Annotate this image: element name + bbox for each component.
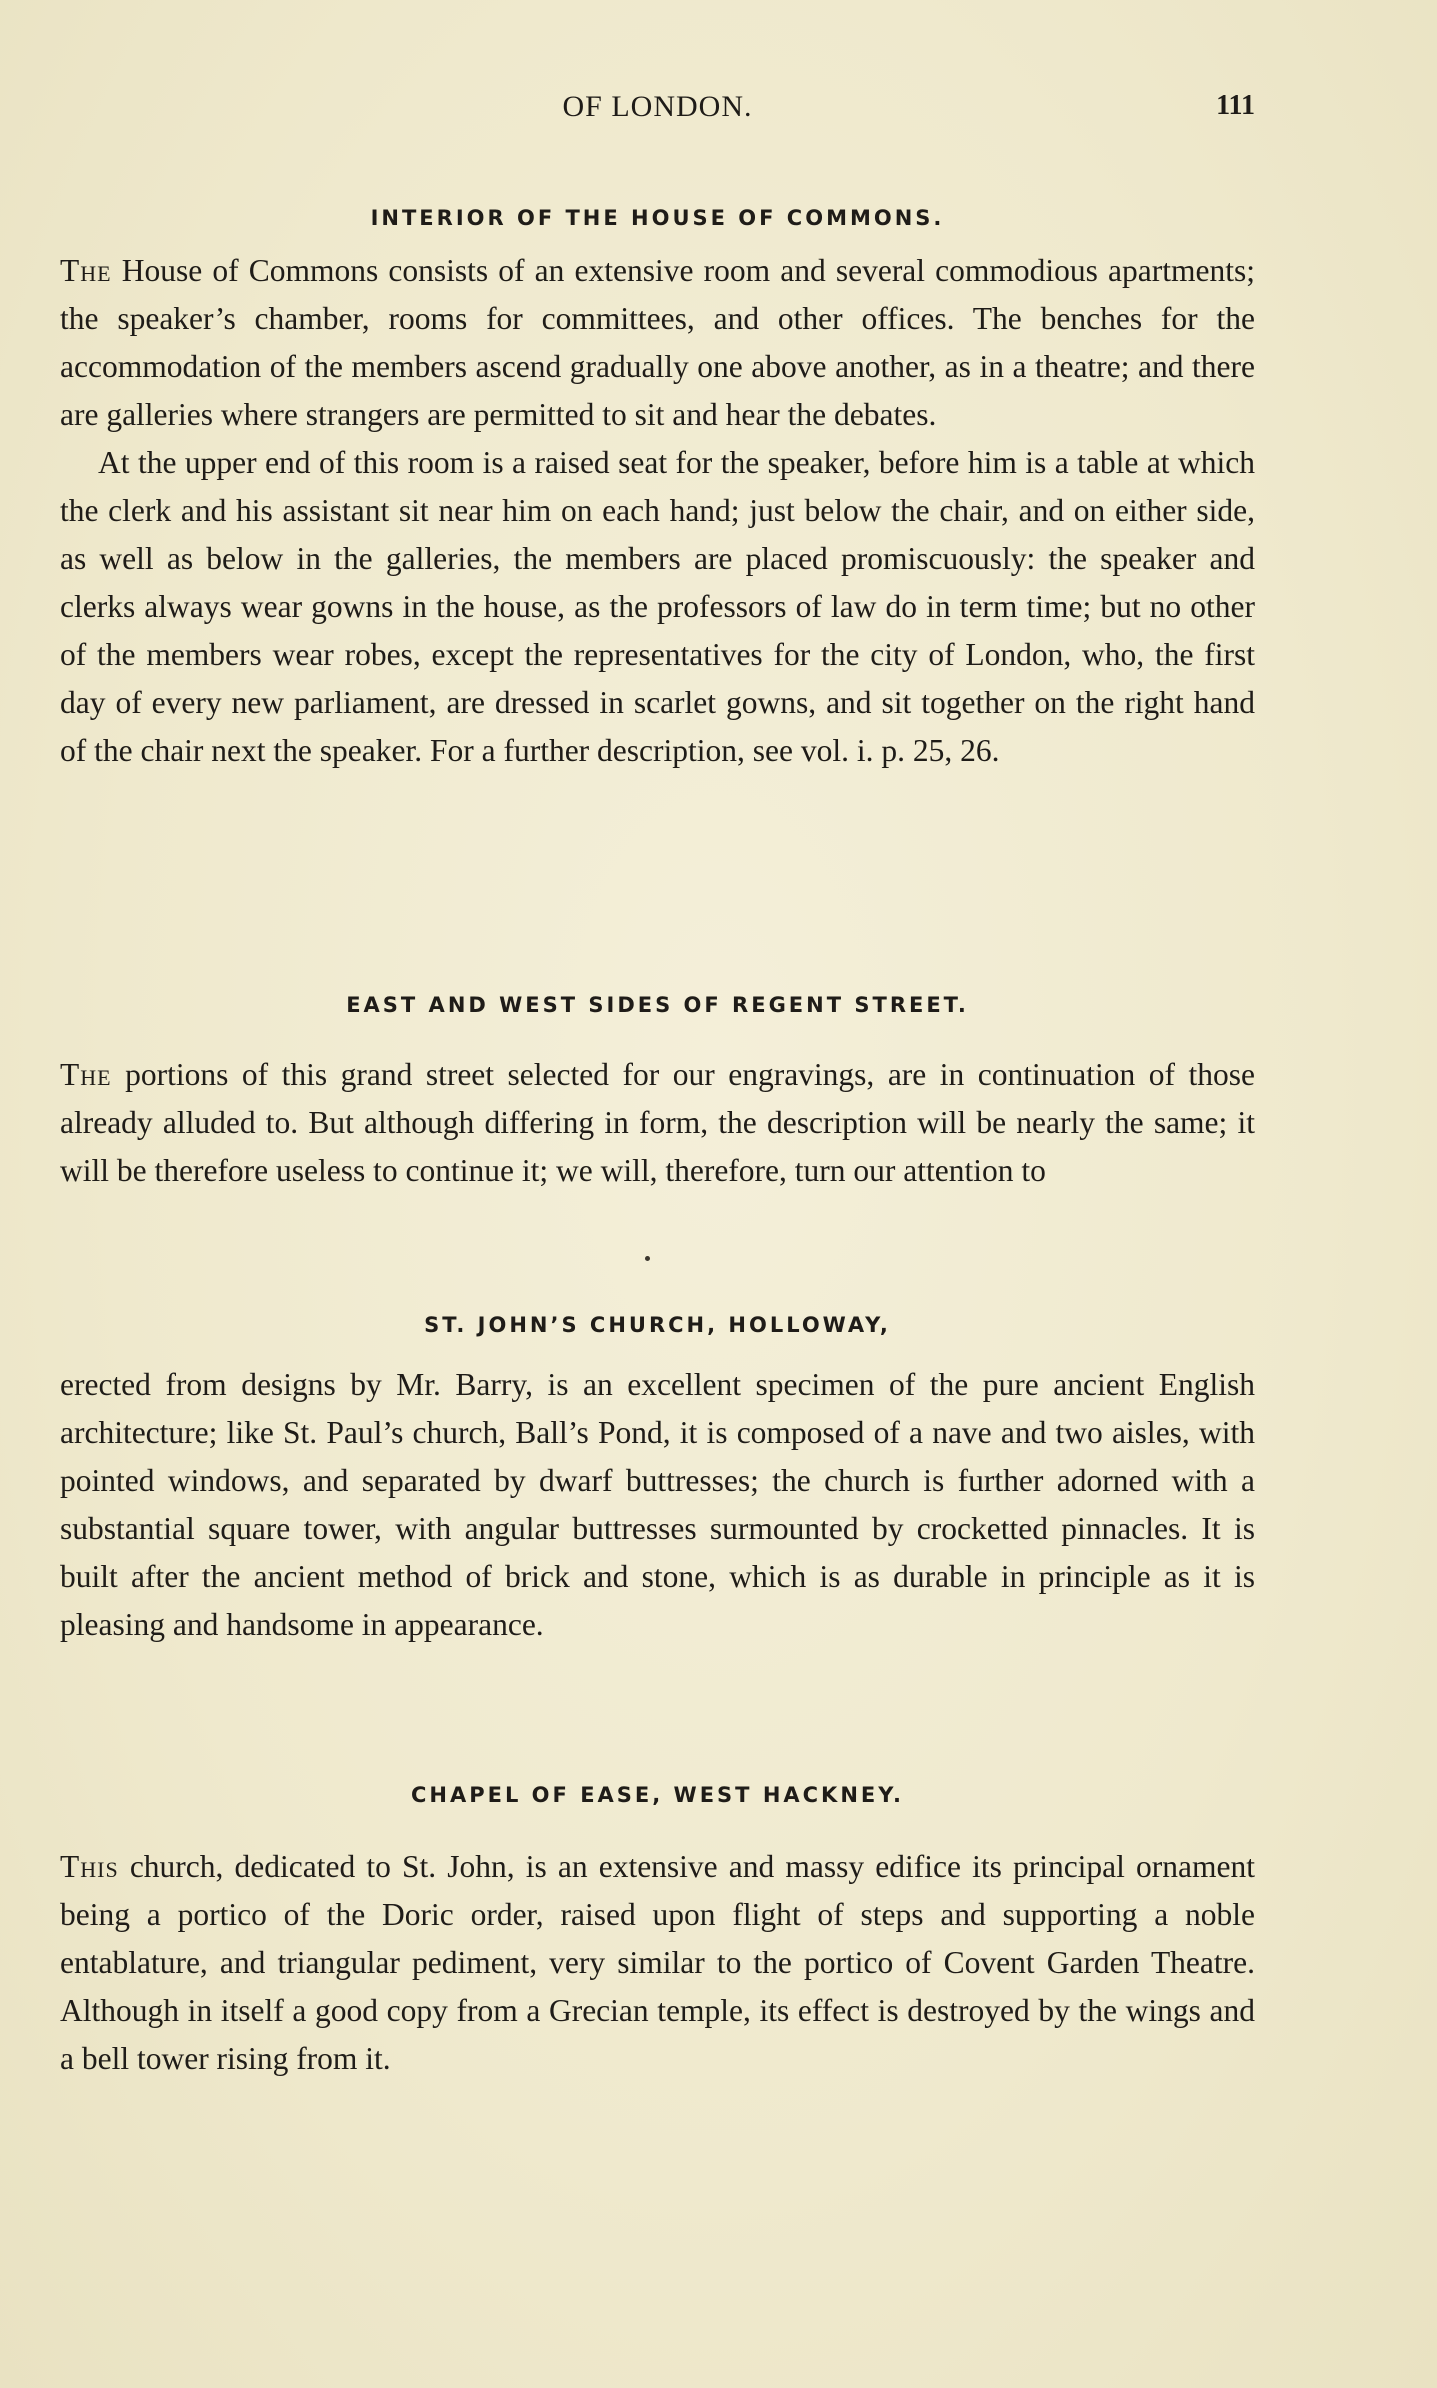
running-title: OF LONDON. [562,90,753,123]
paragraph-text: At the upper end of this room is a raised seat for the speaker, before him is a table at which the clerk and his assistant sit near him on each hand; just below the chair, and on either side, as well as below in the galleries, the members are placed promiscuously: the speaker and clerks always wear gowns in the house, as the professors of law do in term time; but no other of the members wear robes, except the representatives for the city of London, who, the first day of every new parliament, are dressed in scarlet gowns, and sit together on the right hand of the chair next the speaker. For a further description, see vol. i. p. 25, 26. [60,445,1255,768]
paragraph-lead: This [60,1849,119,1884]
page-number: 111 [1216,90,1255,121]
section-st-johns-holloway [60,1310,1255,1649]
paragraph-text: House of Commons consists of an extensive room and several commodious apartments; the speaker’s chamber, rooms for committees, and other offices. The benches for the accommodation of the members ascend gradually one above another, as in a theatre; and there are galleries where strangers are permitted to sit and hear the debates. [60,253,1255,432]
section-heading: EAST AND WEST SIDES OF REGENT STREET. [346,993,969,1017]
paragraph-text: portions of this grand street selected for our engravings, are in continuation of those already alluded to. But although differing in form, the description will be nearly the same; it will be therefore useless to continue it; we will, therefore, turn our attention to [60,1057,1255,1188]
section-regent-street [60,990,1255,1195]
book-page [60,0,1255,2388]
paragraph-lead: The [60,253,112,288]
print-speck [645,1256,650,1261]
paragraph-lead: The [60,1057,112,1092]
section-heading: INTERIOR OF THE HOUSE OF COMMONS. [370,206,945,230]
paragraph [60,439,1255,775]
running-head [60,90,1255,130]
paragraph [60,247,1255,439]
section-heading: ST. JOHN’S CHURCH, HOLLOWAY, [424,1313,891,1337]
paragraph-text: church, dedicated to St. John, is an extensive and massy edifice its principal ornament being a portico of the Doric order, raised upon flight of steps and supporting a noble entablature, and triangular pediment, very similar to the portico of Covent Garden Theatre. Although in itself a good copy from a Grecian temple, its effect is destroyed by the wings and a bell tower rising from it. [60,1849,1255,2076]
section-house-of-commons [60,203,1255,775]
section-chapel-west-hackney [60,1780,1255,2083]
paragraph-text: erected from designs by Mr. Barry, is an excellent specimen of the pure ancient English architecture; like St. Paul’s church, Ball’s Pond, it is composed of a nave and two aisles, with pointed windows, and separated by dwarf buttresses; the church is further adorned with a substantial square tower, with angular buttresses surmounted by crocketted pinnacles. It is built after the ancient method of brick and stone, which is as durable in principle as it is pleasing and handsome in appearance. [60,1367,1255,1642]
paragraph [60,1051,1255,1195]
section-heading: CHAPEL OF EASE, WEST HACKNEY. [411,1783,904,1807]
paragraph [60,1361,1255,1649]
paragraph [60,1843,1255,2083]
